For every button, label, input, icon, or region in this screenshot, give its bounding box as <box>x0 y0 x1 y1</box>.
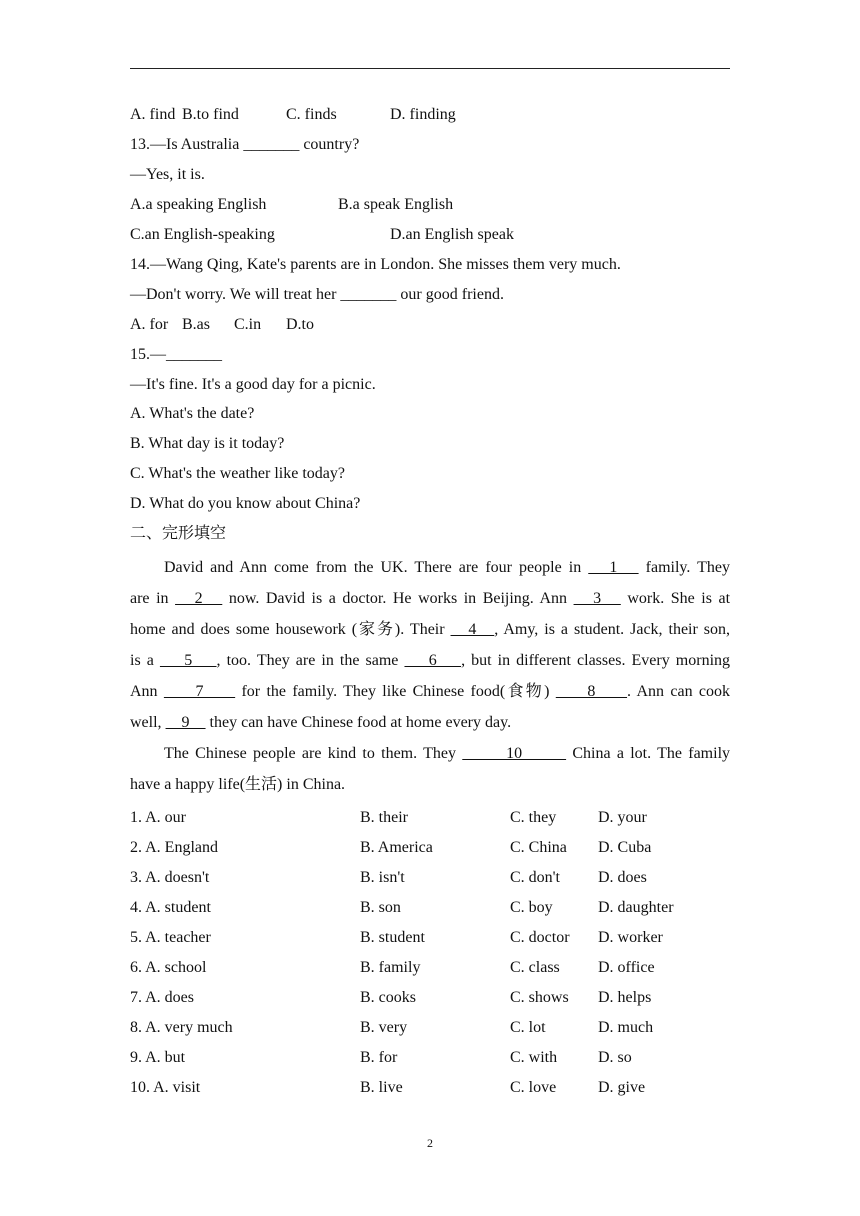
q13-option-b: B.a speak English <box>338 196 454 213</box>
cloze-q5-option-a: 5. A. teacher <box>130 929 211 946</box>
cloze-q3-option-a: 3. A. doesn't <box>130 869 210 886</box>
passage-line: are in 2 now. David is a doctor. He works in Beijing. Ann 3 work. She is at <box>130 590 731 607</box>
q13-option-a: A.a speaking English <box>130 196 267 213</box>
passage-line: well, 9 they can have Chinese food at home every day. <box>130 714 512 731</box>
blank-7: 7 <box>163 683 236 700</box>
cloze-q8-option-a: 8. A. very much <box>130 1019 233 1036</box>
q12-option-a: A. find <box>130 106 176 123</box>
cloze-q9-option-d: D. so <box>598 1049 632 1066</box>
q14-stem: 14.—Wang Qing, Kate's parents are in London. She misses them very much. <box>130 256 621 273</box>
cloze-q4-option-a: 4. A. student <box>130 899 211 916</box>
cloze-q7-option-b: B. cooks <box>360 989 416 1006</box>
blank-9: 9 <box>165 714 206 731</box>
cloze-q5-option-d: D. worker <box>598 929 663 946</box>
cloze-q8-option-b: B. very <box>360 1019 408 1036</box>
cloze-q1-option-c: C. they <box>510 809 557 826</box>
blank-8: 8 <box>555 683 628 700</box>
cloze-q4-option-b: B. son <box>360 899 401 916</box>
passage-line: David and Ann come from the UK. There are four people in 1 family. They <box>164 559 731 576</box>
cloze-q6-option-c: C. class <box>510 959 560 976</box>
cloze-q10-option-d: D. give <box>598 1079 646 1096</box>
q15-reply: —It's fine. It's a good day for a picnic. <box>130 376 376 393</box>
blank-4: 4 <box>450 621 495 638</box>
cloze-q1-option-a: 1. A. our <box>130 809 186 826</box>
q14-option-d: D.to <box>286 316 314 333</box>
blank-1: 1 <box>588 559 639 576</box>
header-rule <box>130 68 730 69</box>
q13-option-d: D.an English speak <box>390 226 514 243</box>
page-number: 2 <box>427 1136 433 1150</box>
q15-option-d: D. What do you know about China? <box>130 495 361 512</box>
blank-6: 6 <box>404 652 462 669</box>
cloze-q2-option-d: D. Cuba <box>598 839 652 856</box>
cloze-q2-option-a: 2. A. England <box>130 839 218 856</box>
q15-stem: 15.—_______ <box>130 346 222 363</box>
cloze-q10-option-c: C. love <box>510 1079 557 1096</box>
passage-line: home and does some housework (家务). Their 4 , Amy, is a student. Jack, their son, <box>130 621 730 638</box>
cloze-q4-option-c: C. boy <box>510 899 553 916</box>
cloze-q10-option-b: B. live <box>360 1079 403 1096</box>
q15-option-b: B. What day is it today? <box>130 435 285 452</box>
q12-option-b: B.to find <box>182 106 239 123</box>
cloze-q2-option-c: C. China <box>510 839 567 856</box>
passage-line: is a 5 , too. They are in the same 6 , but in different classes. Every morning <box>130 652 731 669</box>
cloze-q6-option-d: D. office <box>598 959 655 976</box>
section-heading-cloze: 二、完形填空 <box>130 525 227 542</box>
cloze-q4-option-d: D. daughter <box>598 899 674 916</box>
cloze-q5-option-c: C. doctor <box>510 929 570 946</box>
cloze-q6-option-b: B. family <box>360 959 421 976</box>
cloze-q6-option-a: 6. A. school <box>130 959 207 976</box>
blank-5: 5 <box>159 652 217 669</box>
cloze-q1-option-b: B. their <box>360 809 408 826</box>
cloze-passage <box>130 552 730 800</box>
q13-reply: —Yes, it is. <box>130 166 205 183</box>
cloze-q10-option-a: 10. A. visit <box>130 1079 201 1096</box>
q15-option-a: A. What's the date? <box>130 405 255 422</box>
cloze-q1-option-d: D. your <box>598 809 647 826</box>
q14-option-c: C.in <box>234 316 262 333</box>
q13-stem: 13.—Is Australia _______ country? <box>130 136 360 153</box>
q14-reply: —Don't worry. We will treat her _______ our good friend. <box>130 286 504 303</box>
cloze-q9-option-a: 9. A. but <box>130 1049 186 1066</box>
q15-option-c: C. What's the weather like today? <box>130 465 345 482</box>
passage-line: have a happy life(生活) in China. <box>130 776 346 793</box>
cloze-q3-option-b: B. isn't <box>360 869 405 886</box>
cloze-q3-option-c: C. don't <box>510 869 560 886</box>
cloze-q9-option-c: C. with <box>510 1049 558 1066</box>
q14-option-b: B.as <box>182 316 210 333</box>
cloze-q3-option-d: D. does <box>598 869 647 886</box>
blank-3: 3 <box>573 590 621 607</box>
blank-2: 2 <box>175 590 223 607</box>
q13-option-c: C.an English-speaking <box>130 226 275 243</box>
cloze-q7-option-c: C. shows <box>510 989 569 1006</box>
cloze-q8-option-d: D. much <box>598 1019 654 1036</box>
q12-option-d: D. finding <box>390 106 456 123</box>
cloze-q7-option-a: 7. A. does <box>130 989 194 1006</box>
q12-option-c: C. finds <box>286 106 337 123</box>
passage-line: The Chinese people are kind to them. They 10 China a lot. The family <box>164 745 731 762</box>
passage-line: Ann 7 for the family. They like Chinese food(食物) 8 . Ann can cook <box>130 683 731 700</box>
cloze-q8-option-c: C. lot <box>510 1019 546 1036</box>
q14-option-a: A. for <box>130 316 169 333</box>
cloze-q2-option-b: B. America <box>360 839 433 856</box>
cloze-q9-option-b: B. for <box>360 1049 398 1066</box>
blank-10: 10 <box>462 745 567 762</box>
cloze-q7-option-d: D. helps <box>598 989 652 1006</box>
cloze-q5-option-b: B. student <box>360 929 425 946</box>
